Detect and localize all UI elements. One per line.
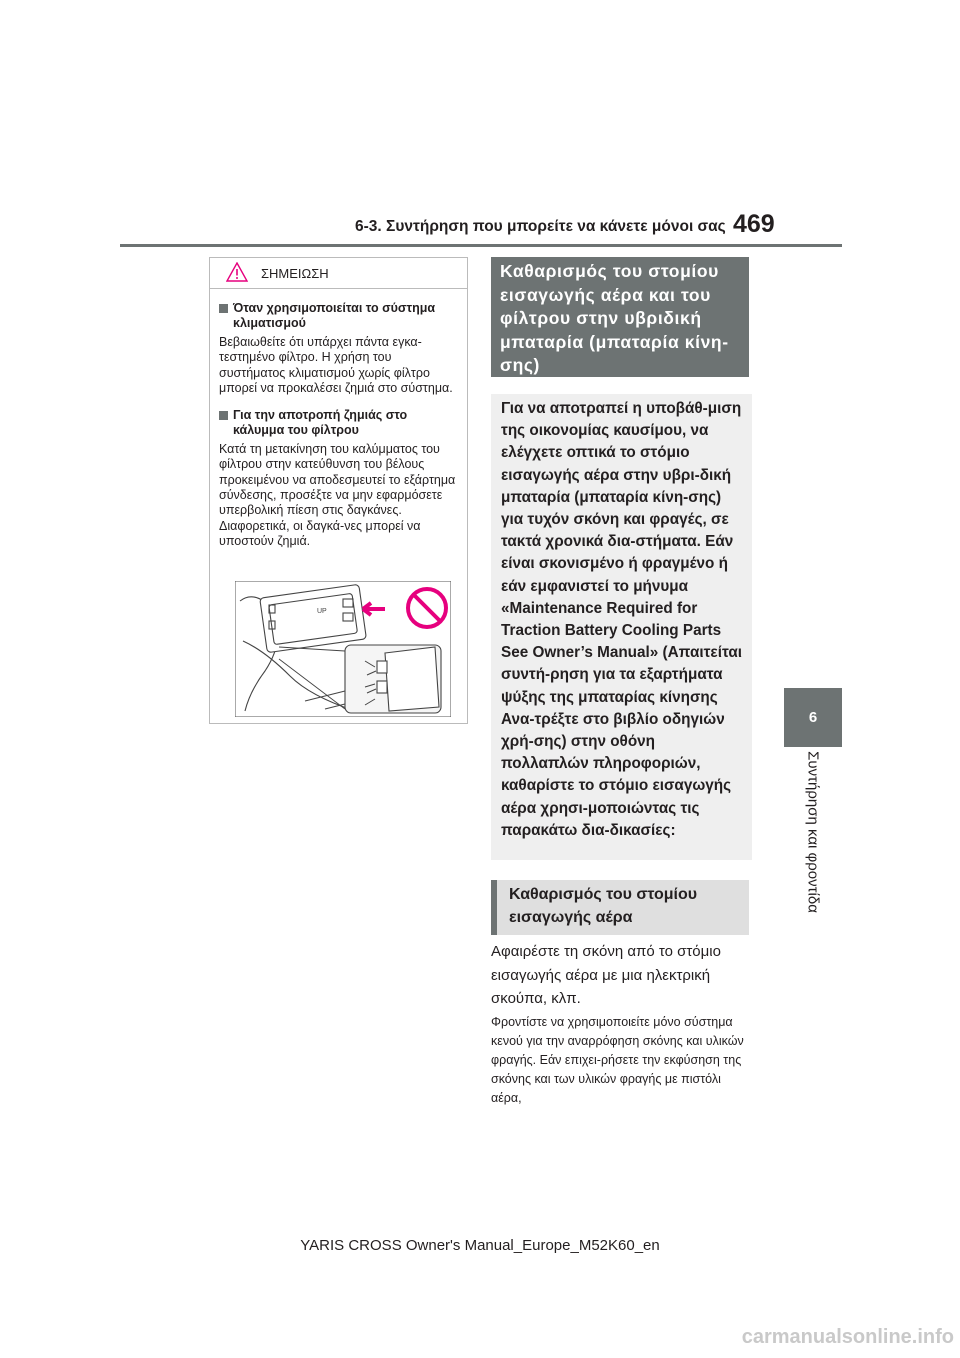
footer-text: YARIS CROSS Owner's Manual_Europe_M52K60_en xyxy=(300,1237,660,1254)
section-title: 6-3. Συντήρηση που μπορείτε να κάνετε μόνοι σας xyxy=(355,218,726,235)
chapter-number: 6 xyxy=(808,709,818,726)
notice-item-heading: Για την αποτροπή ζημιάς στο κάλυμμα του φίλτρου xyxy=(219,408,458,438)
section-heading: Καθαρισμός του στομίου εισαγωγής αέρα και του φίλτρου στην υβριδική μπαταρία (μπαταρία κίνη-σης) xyxy=(491,257,749,377)
subheading: Καθαρισμός του στομίου εισαγωγής αέρα xyxy=(491,880,749,935)
filter-cover-illustration xyxy=(235,581,451,717)
chapter-label: Συντήρηση και φροντίδα xyxy=(804,751,822,913)
notice-item-text: Βεβαιωθείτε ότι υπάρχει πάντα εγκα-τεστημένο φίλτρο. Η χρήση του συστήματος κλιματισμού χωρίς φίλτρο μπορεί να προκαλέσει ζημιά στο σύστημα. xyxy=(219,335,453,395)
notice-item-text: Κατά τη μετακίνηση του καλύμματος του φίλτρου στην κατεύθυνση του βέλους προκειμένου να αποδεσμευτεί το εξάρτημα σύνδεσης, προσέξτε να μην εφαρμόσετε υπερβολική πίεση στις δαγκάνες. Διαφορετικά, οι δαγκά-νες μπορεί να υποστούν ζημιά. xyxy=(219,442,456,548)
notice-item-heading: Όταν χρησιμοποιείται το σύστημα κλιματισμού xyxy=(219,301,458,331)
header-rule xyxy=(120,244,842,247)
body-note: Φροντίστε να χρησιμοποιείτε μόνο σύστημα κενού για την αναρρόφηση σκόνης και υλικών φραγής. Εάν επιχει-ρήσετε την εκφύσηση της σκόνης και των υλικών φραγής με πιστόλι αέρα, xyxy=(491,1015,744,1105)
notice-title: ΣΗΜΕΙΩΣΗ xyxy=(261,266,329,281)
notice-header xyxy=(210,258,467,289)
square-bullet-icon xyxy=(219,304,228,313)
body-text: Αφαιρέστε τη σκόνη από το στόμιο εισαγωγής αέρα με μια ηλεκτρική σκούπα, κλπ. xyxy=(491,943,721,1007)
watermark: carmanualsonline.info xyxy=(741,1326,954,1348)
svg-text:UP: UP xyxy=(317,608,327,615)
chapter-tab[interactable] xyxy=(784,688,842,747)
intro-text: Για να αποτραπεί η υποβάθ-μιση της οικονομίας καυσίμου, να ελέγχετε οπτικά το στόμιο εισαγωγής αέρα στην υβρι-δική μπαταρία (μπαταρία κίνη-σης) για τυχόν σκόνη και φραγές, σε τακτά χρονικά δια-στήματα. Εάν είναι σκονισμένο ή φραγμένο ή εάν εμφανιστεί το μήνυμα «Maintenance Required for Traction Battery Cooling Parts See Owner’s Manual» (Απαιτείται συντή-ρηση για τα εξαρτήματα ψύξης της μπαταρίας κίνησης Ανα-τρέξτε στο βιβλίο οδηγιών χρή-σης) στην οθόνη πολλαπλών πληροφοριών, καθαρίστε το στόμιο εισαγωγής αέρα χρησι-μοποιώντας τις παρακάτω δια-δικασίες: xyxy=(491,394,752,860)
notice-box xyxy=(209,257,468,724)
square-bullet-icon xyxy=(219,411,228,420)
warning-icon xyxy=(226,262,248,282)
page-number: 469 xyxy=(733,210,775,238)
